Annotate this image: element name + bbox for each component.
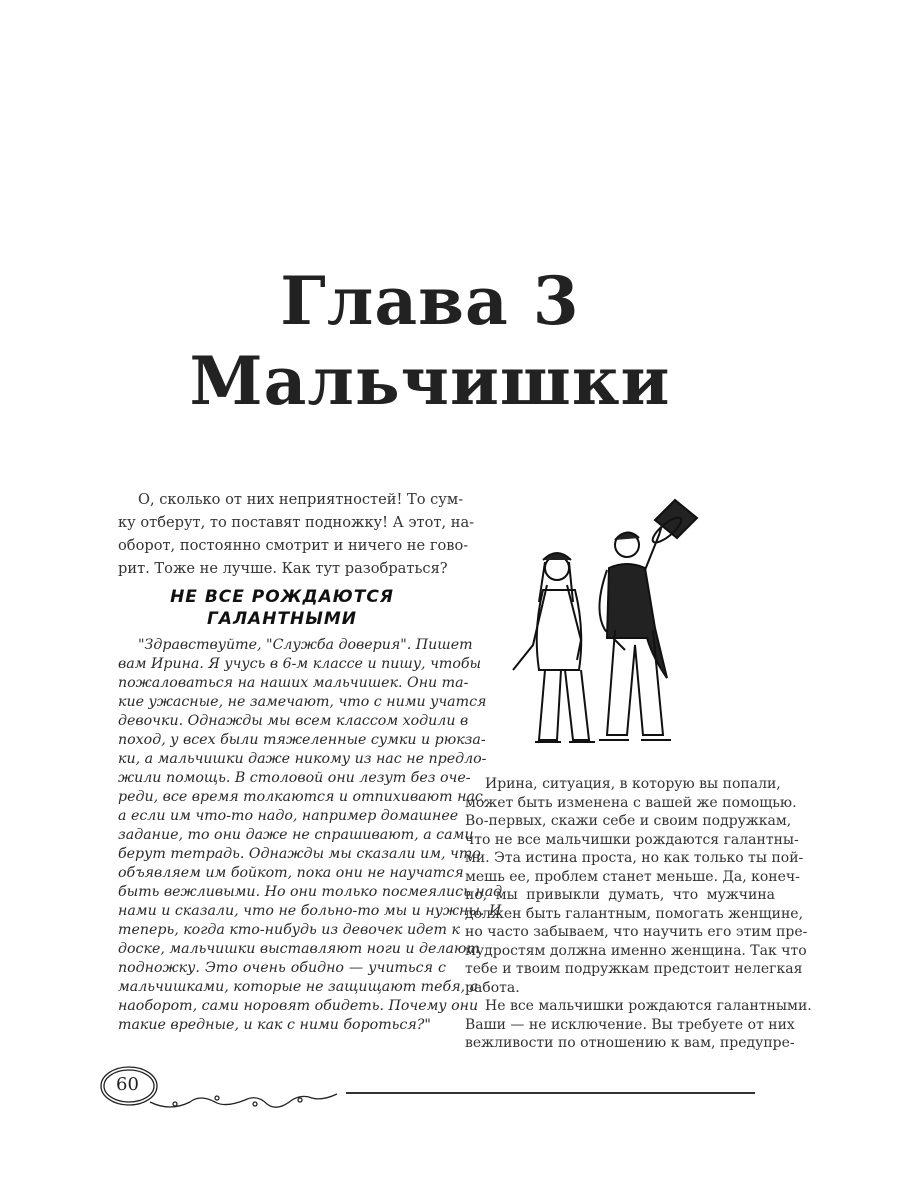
text-line: объявляем им бойкот, пока они не научатся (118, 865, 464, 881)
text-line: Ирина, ситуация, в которую вы попали, (485, 776, 781, 792)
text-line: пожаловаться на наших мальчишек. Они та- (118, 675, 469, 691)
text-line: теперь, когда кто-нибудь из девочек идет к (118, 922, 460, 938)
text-line: ки, а мальчишки даже никому из нас не предло- (118, 751, 487, 767)
text-line: может быть изменена с вашей же помощью. (465, 794, 797, 811)
text-line: Ваши — не исключение. Вы требуете от них (465, 1016, 795, 1033)
text-line: такие вредные, и как с ними бороться?" (118, 1017, 431, 1033)
text-line: "Здравствуйте, "Служба доверия". Пишет (138, 637, 473, 653)
text-line: задание, то они даже не спрашивают, а сами (118, 827, 474, 843)
footer-rule (346, 1092, 755, 1094)
text-line: жили помощь. В столовой они лезут без оче- (118, 770, 471, 786)
text-line: тебе и твоим подружкам предстоит нелегкая (465, 961, 803, 977)
text-line: должен быть галантным, помогать женщине, (465, 905, 804, 922)
text-line: ми. Эта истина проста, но как только ты пой- (465, 850, 804, 866)
text-line: поход, у всех были тяжеленные сумки и рюкза- (118, 732, 486, 748)
text-line: вежливости по отношению к вам, предупре- (465, 1035, 795, 1051)
text-line: кие ужасные, не замечают, что с ними учатся (118, 694, 487, 710)
page-number: 60 (116, 1074, 139, 1095)
text-line: Во-первых, скажи себе и своим подружкам, (465, 813, 792, 829)
section-heading-line: ГАЛАНТНЫМИ (206, 609, 358, 629)
intro-paragraph (118, 488, 475, 580)
illustration-boy-and-girl (495, 490, 725, 765)
text-line: реди, все время толкаются и отпихивают нас, (118, 789, 488, 805)
text-line: О, сколько от них неприятностей! То сум- (138, 491, 464, 508)
text-line: ку отберут, то поставят подножку! А этот, на- (118, 514, 475, 531)
text-line: наоборот, сами норовят обидеть. Почему они (118, 998, 479, 1014)
section-heading-line: НЕ ВСЕ РОЖДАЮТСЯ (170, 587, 394, 607)
answer-column (465, 775, 812, 1053)
text-line: мешь ее, проблем станет меньше. Да, конеч- (465, 868, 800, 885)
text-line: а если им что-то надо, например домашнее (118, 808, 459, 824)
chapter-title: Мальчишки (189, 342, 671, 420)
text-line: оборот, постоянно смотрит и ничего не гово- (118, 537, 469, 554)
text-line: работа. (465, 979, 520, 996)
text-line: вам Ирина. Я учусь в 6-м классе и пишу, чтобы (118, 656, 482, 672)
text-line: девочки. Однажды мы всем классом ходили в (118, 713, 469, 729)
text-line: рит. Тоже не лучше. Как тут разобраться? (118, 560, 448, 577)
text-line: Не все мальчишки рождаются галантными. (485, 998, 812, 1014)
section-heading (118, 586, 446, 630)
text-line: доске, мальчишки выставляют ноги и делают (118, 941, 480, 957)
text-line: мальчишками, которые не защищают тебя, а (118, 979, 479, 995)
text-line: что не все мальчишки рождаются галантны- (465, 831, 799, 848)
text-line: но часто забываем, что научить его этим пре- (465, 924, 808, 940)
text-line: нами и сказали, что не больно-то мы и нужны. И (118, 903, 502, 919)
text-line: быть вежливыми. Но они только посмеялись над (118, 884, 503, 900)
text-line: берут тетрадь. Однажды мы сказали им, что (118, 846, 481, 862)
text-line: но, мы привыкли думать, что мужчина (465, 887, 775, 903)
text-line: подножку. Это очень обидно — учиться с (118, 960, 446, 976)
text-line: мудростям должна именно женщина. Так что (465, 942, 807, 959)
chapter-number: Глава 3 (280, 262, 580, 340)
